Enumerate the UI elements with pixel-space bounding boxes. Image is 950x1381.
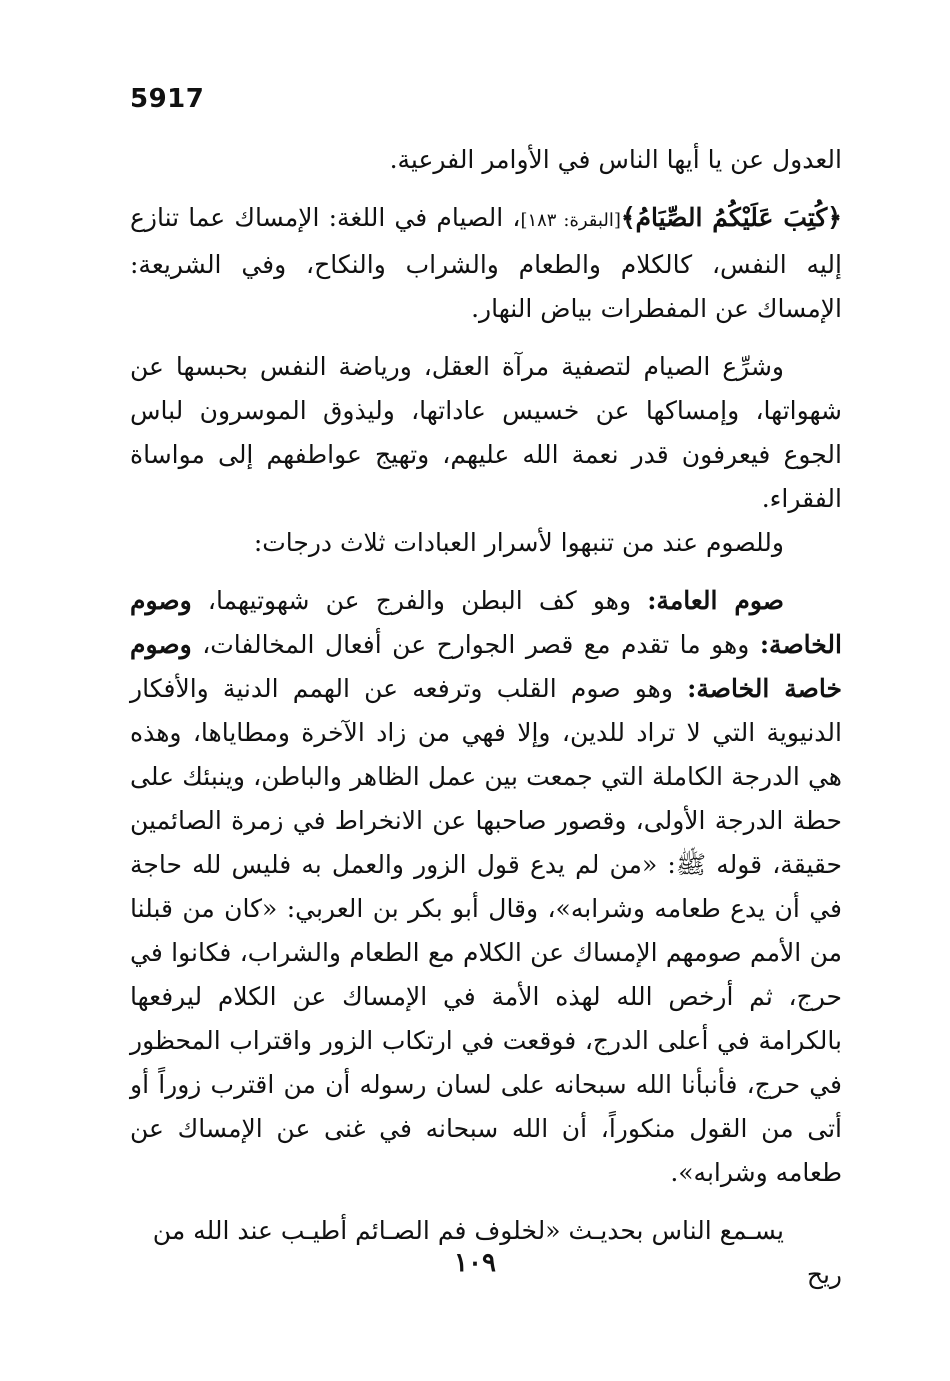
degrees-intro: وللصوم عند من تنبهوا لأسرار العبادات ثلاث درجات: xyxy=(253,528,784,557)
page-id: 5917 xyxy=(130,84,205,114)
verse-paragraph xyxy=(130,196,842,331)
verse-citation: [البقرة: ١٨٣] xyxy=(520,210,621,231)
elite-fast-label: وصوم خاصة الخاصة: xyxy=(130,630,842,703)
special-fast-label: وصوم الخاصة: xyxy=(130,586,842,659)
hadith-line: يسـمع الناس بحديـث «لخلوف فم الصـائم أطيـب عند الله من ريح xyxy=(152,1216,842,1289)
verse-close-bracket: ﴾ xyxy=(620,203,636,232)
quran-verse: كُتِبَ عَلَيْكُمُ الصِّيَامُ xyxy=(635,203,828,232)
verse-commentary: ، الصيام في اللغة: الإمساك عما تنازع إليه النفس، كالكلام والطعام والشراب والنكاح، وفي الشريعة: الإمساك عن المفطرات بياض النهار. xyxy=(130,203,842,323)
page-number: ١٠٩ xyxy=(454,1248,496,1278)
intro-line: العدول عن يا أيها الناس في الأوامر الفرعية. xyxy=(389,145,842,174)
verse-open-bracket: ﴿ xyxy=(827,203,842,232)
wisdom-paragraph: وشرِّع الصيام لتصفية مرآة العقل، ورياضة النفس بحبسها عن شهواتها، وإمساكها عن خسيس عاداتها، وليذوق الموسرون لباس الجوع فيعرفون قدر نعمة الله عليهم، وتهيج عواطفهم إلى مواساة الفقراء. xyxy=(130,352,842,513)
elite-fast-text: وهو صوم القلب وترفعه عن الهمم الدنية والأفكار الدنيوية التي لا تراد للدين، وإلا فهي من زاد الآخرة ومطاياها، وهذه هي الدرجة الكاملة التي جمعت بين عمل الظاهر والباطن، وينبئك على حطة الدرجة الأولى، وقصور صاحبها عن الانخراط في زمرة الصائمين حقيقة، قوله ﷺ: «من لم يدع قول الزور والعمل به فليس لله حاجة في أن يدع طعامه وشرابه»، وقال أبو بكر بن العربي: «كان من قبلنا من الأمم صومهم الإمساك عن الكلام مع الطعام والشراب، فكانوا في حرج، ثم أرخص الله لهذه الأمة في الإمساك عن الكلام ليرفعها بالكرامة في أعلى الدرج، فوقعت في ارتكاب الزور واقتراب المحظور في حرج، فأنبأنا الله سبحانه على لسان رسوله أن من اقترب زوراً أو أتى من القول منكوراً، أن الله سبحانه في غنى عن الإمساك عن طعامه وشرابه». xyxy=(130,674,842,1187)
body-text xyxy=(130,138,842,1297)
degrees-paragraph xyxy=(130,579,842,1195)
special-fast-text: وهو ما تقدم مع قصر الجوارح عن أفعال المخالفات، xyxy=(191,630,760,659)
general-fast-label: صوم العامة: xyxy=(647,586,784,615)
general-fast-text: وهو كف البطن والفرج عن شهوتيهما، xyxy=(191,586,648,615)
